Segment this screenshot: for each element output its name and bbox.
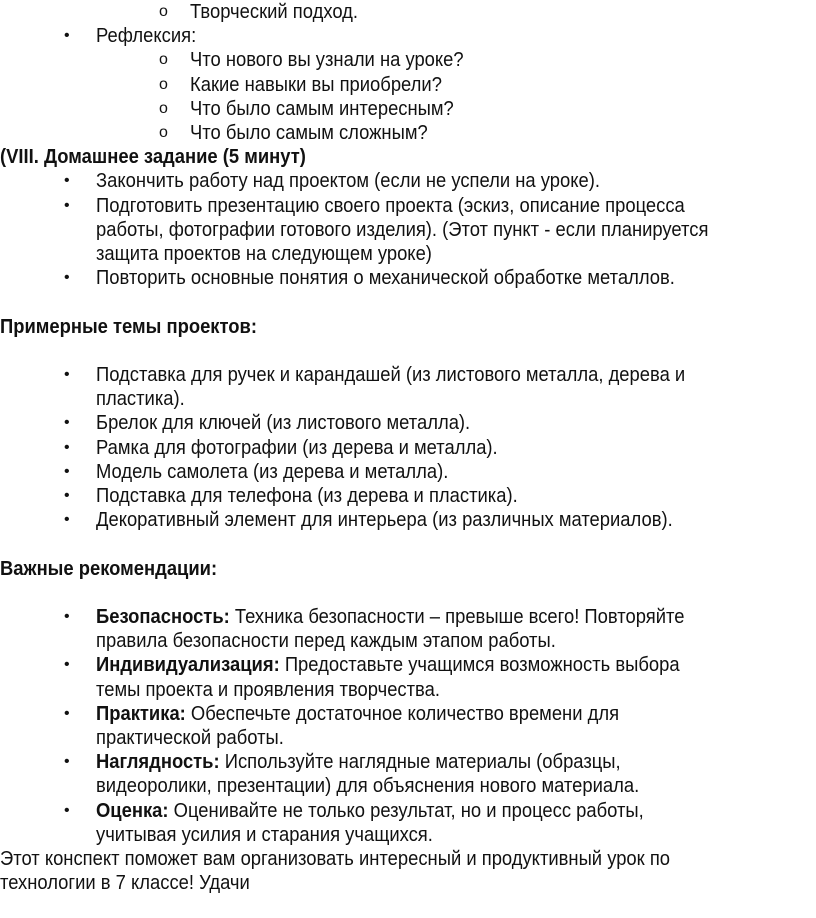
text: Закончить работу над проектом (если не успели на уроке). bbox=[96, 170, 600, 193]
list-item bbox=[0, 0, 373, 24]
list-item bbox=[0, 823, 462, 847]
list-item bbox=[0, 169, 644, 193]
bold-label: Оценка: bbox=[96, 799, 169, 822]
line-text bbox=[0, 847, 670, 871]
list-item bbox=[0, 24, 205, 48]
line-text bbox=[96, 605, 684, 629]
list-item bbox=[0, 387, 192, 411]
text: Творческий подход. bbox=[190, 1, 359, 23]
list-item bbox=[0, 48, 487, 72]
list-item bbox=[0, 218, 762, 242]
line-text bbox=[96, 678, 440, 702]
line-text bbox=[96, 242, 432, 266]
bold-label: Наглядность: bbox=[96, 751, 220, 774]
list-item bbox=[0, 484, 554, 508]
text: Обеспечьте достаточное количество времени для bbox=[185, 702, 620, 725]
list-item bbox=[0, 508, 723, 532]
bullet-icon: • bbox=[64, 269, 70, 287]
paragraph-line bbox=[0, 871, 272, 895]
list-item bbox=[0, 750, 666, 774]
text: темы проекта и проявления творчества. bbox=[96, 678, 440, 701]
paragraph-line bbox=[0, 847, 728, 871]
line-text bbox=[96, 774, 639, 798]
text: Какие навыки вы приобрели? bbox=[190, 73, 442, 96]
list-item bbox=[0, 436, 533, 460]
text: Примерные темы проектов: bbox=[0, 315, 257, 338]
line-text bbox=[0, 871, 250, 895]
list-item bbox=[0, 242, 461, 266]
line-text bbox=[190, 121, 428, 145]
line-text bbox=[190, 97, 454, 121]
line-text bbox=[96, 653, 680, 677]
text: Техника безопасности – превыше всего! Повторяйте bbox=[229, 606, 685, 628]
text: Оценивайте не только результат, но и процесс работы, bbox=[168, 799, 644, 822]
line-text bbox=[96, 629, 556, 653]
bullet-icon: • bbox=[64, 27, 70, 45]
text: правила безопасности перед каждым этапом работы. bbox=[96, 630, 556, 653]
list-item bbox=[0, 799, 691, 823]
list-item bbox=[0, 774, 686, 798]
line-text bbox=[96, 484, 518, 508]
text: (VIII. Домашнее задание (5 минут) bbox=[0, 146, 306, 169]
bullet-icon: • bbox=[64, 801, 70, 819]
bullet-icon: • bbox=[64, 462, 70, 480]
line-text bbox=[96, 508, 673, 532]
line-text bbox=[0, 557, 217, 581]
bullet-icon: • bbox=[64, 438, 70, 456]
line-text bbox=[96, 218, 708, 242]
bullet-icon: • bbox=[64, 172, 70, 190]
list-item bbox=[0, 653, 730, 677]
text: Повторить основные понятия о механической обработке металлов. bbox=[96, 267, 675, 290]
line-text bbox=[96, 387, 185, 411]
bullet-icon: • bbox=[64, 511, 70, 529]
sub-bullet-icon: o bbox=[159, 51, 168, 69]
bullet-icon: • bbox=[64, 414, 70, 432]
line-text bbox=[96, 436, 498, 460]
list-item bbox=[0, 678, 470, 702]
list-item bbox=[0, 629, 596, 653]
text: Что было самым сложным? bbox=[190, 122, 428, 144]
list-item bbox=[0, 460, 479, 484]
text: Подготовить презентацию своего проекта (эскиз, описание процесса bbox=[96, 194, 685, 217]
sub-bullet-icon: o bbox=[159, 99, 168, 117]
line-text bbox=[96, 24, 196, 48]
text: практической работы. bbox=[96, 727, 284, 749]
bold-label: Практика: bbox=[96, 702, 186, 725]
text: Подставка для ручек и карандашей (из листового металла, дерева и bbox=[96, 364, 686, 386]
sub-bullet-icon: o bbox=[159, 124, 168, 141]
line-text bbox=[0, 145, 306, 169]
line-text bbox=[96, 411, 470, 435]
text: Рефлексия: bbox=[96, 25, 197, 48]
text: учитывая усилия и старания учащихся. bbox=[96, 823, 433, 846]
text: Декоративный элемент для интерьера (из различных материалов). bbox=[96, 509, 673, 532]
list-item bbox=[0, 363, 736, 387]
text: Что нового вы узнали на уроке? bbox=[190, 49, 464, 72]
list-item bbox=[0, 121, 448, 145]
line-text bbox=[96, 266, 675, 290]
sub-bullet-icon: o bbox=[159, 75, 168, 93]
line-text bbox=[190, 48, 464, 72]
line-text bbox=[190, 73, 442, 97]
line-text bbox=[96, 363, 685, 387]
line-text bbox=[96, 726, 284, 750]
sub-bullet-icon: o bbox=[159, 3, 168, 20]
list-item bbox=[0, 702, 665, 726]
bullet-icon: • bbox=[64, 196, 70, 214]
bullet-icon: • bbox=[64, 704, 70, 722]
text: защита проектов на следующем уроке) bbox=[96, 243, 432, 265]
list-item bbox=[0, 605, 736, 629]
list-item bbox=[0, 194, 736, 218]
bold-label: Индивидуализация: bbox=[96, 654, 280, 677]
text: пластика). bbox=[96, 388, 185, 411]
bullet-icon: • bbox=[64, 608, 70, 625]
text: технологии в 7 классе! Удачи bbox=[0, 872, 250, 895]
section-heading bbox=[0, 315, 279, 339]
list-item bbox=[0, 726, 300, 750]
text: Рамка для фотографии (из дерева и металла). bbox=[96, 436, 498, 459]
section-heading bbox=[0, 145, 332, 169]
line-text bbox=[190, 0, 358, 24]
line-text bbox=[96, 460, 448, 484]
bullet-icon: • bbox=[64, 656, 70, 674]
bold-label: Безопасность: bbox=[96, 606, 230, 628]
text: Важные рекомендации: bbox=[0, 557, 218, 580]
text: видеоролики, презентации) для объяснения нового материала. bbox=[96, 775, 640, 798]
text: Предоставьте учащимся возможность выбора bbox=[279, 654, 680, 677]
line-text bbox=[96, 702, 619, 726]
list-item bbox=[0, 266, 725, 290]
line-text bbox=[96, 750, 621, 774]
bullet-icon: • bbox=[64, 753, 70, 771]
list-item bbox=[0, 411, 503, 435]
line-text bbox=[96, 194, 685, 218]
line-text bbox=[96, 169, 600, 193]
bullet-icon: • bbox=[64, 366, 70, 383]
section-heading bbox=[0, 557, 236, 581]
text: Подставка для телефона (из дерева и пластика). bbox=[96, 485, 518, 507]
text: Используйте наглядные материалы (образцы, bbox=[219, 751, 621, 774]
line-text bbox=[96, 823, 433, 847]
line-text bbox=[96, 799, 644, 823]
text: Этот конспект поможет вам организовать интересный и продуктивный урок по bbox=[0, 848, 671, 870]
text: Модель самолета (из дерева и металла). bbox=[96, 460, 449, 483]
bullet-icon: • bbox=[64, 487, 70, 504]
list-item bbox=[0, 73, 464, 97]
text: работы, фотографии готового изделия). (Этот пункт - если планируется bbox=[96, 218, 709, 241]
text: Брелок для ключей (из листового металла). bbox=[96, 412, 471, 435]
text: Что было самым интересным? bbox=[190, 97, 454, 120]
line-text bbox=[0, 315, 257, 339]
list-item bbox=[0, 97, 477, 121]
